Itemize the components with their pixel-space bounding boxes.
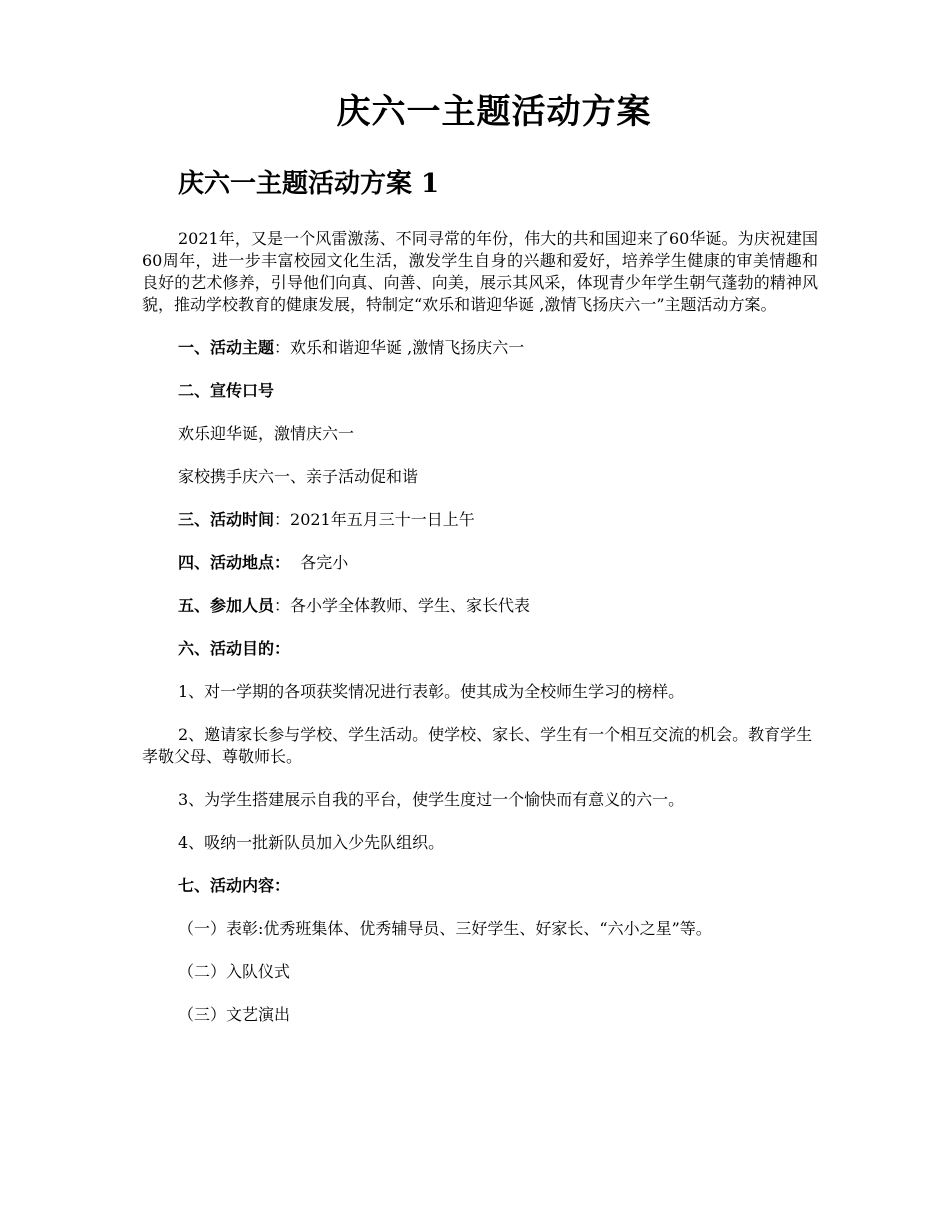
document-title: 庆六一主题活动方案 [336, 92, 652, 132]
time-label: 三、活动时间 [178, 510, 275, 529]
theme-label: 一、活动主题 [178, 338, 275, 357]
participants-label: 五、参加人员 [178, 596, 275, 615]
slogan-line-2: 家校携手庆六一、亲子活动促和谐 [178, 467, 419, 486]
participants-line [142, 595, 818, 617]
content-item-3: （三）文艺演出 [178, 1005, 291, 1024]
place-label: 四、活动地点： [178, 553, 291, 572]
time-line [142, 509, 818, 531]
section-heading: 庆六一主题活动方案 1 [178, 169, 440, 199]
place-line [142, 552, 818, 574]
purpose-item-2: 2、邀请家长参与学校、学生活动。使学校、家长、学生有一个相互交流的机会。教育学生孝敬父母、尊敬师长。 [142, 725, 813, 766]
time-value: ：2021年五月三十一日上午 [274, 510, 475, 529]
content-item-1: （一）表彰:优秀班集体、优秀辅导员、三好学生、好家长、“六小之星”等。 [178, 919, 712, 938]
slogan-heading: 二、宣传口号 [178, 381, 275, 400]
document-body [142, 228, 818, 1047]
theme-line [142, 337, 818, 359]
purpose-item-4: 4、吸纳一批新队员加入少先队组织。 [178, 833, 445, 852]
participants-value: ：各小学全体教师、学生、家长代表 [274, 596, 531, 615]
purpose-item-3: 3、为学生搭建展示自我的平台，使学生度过一个愉快而有意义的六一。 [178, 790, 685, 809]
purpose-item-1: 1、对一学期的各项获奖情况进行表彰。使其成为全校师生学习的榜样。 [178, 682, 685, 701]
theme-value: ：欢乐和谐迎华诞 ,激情飞扬庆六一 [274, 338, 525, 357]
intro-paragraph: 2021年，又是一个风雷激荡、不同寻常的年份，伟大的共和国迎来了60华诞。为庆祝建国60周年，进一步丰富校园文化生活，激发学生自身的兴趣和爱好，培养学生健康的审美情趣和良好的艺术修养，引导他们向真、向善、向美，展示其风采，体现青少年学生朝气蓬勃的精神风貌，推动学校教育的健康发展，特制定“欢乐和谐迎华诞 ,激情飞扬庆六一”主题活动方案。 [142, 229, 818, 314]
place-value: 各完小 [290, 553, 349, 572]
content-heading: 七、活动内容： [178, 876, 291, 895]
slogan-line-1: 欢乐迎华诞，激情庆六一 [178, 424, 355, 443]
content-item-2: （二）入队仪式 [178, 962, 291, 981]
purpose-heading: 六、活动目的： [178, 639, 291, 658]
